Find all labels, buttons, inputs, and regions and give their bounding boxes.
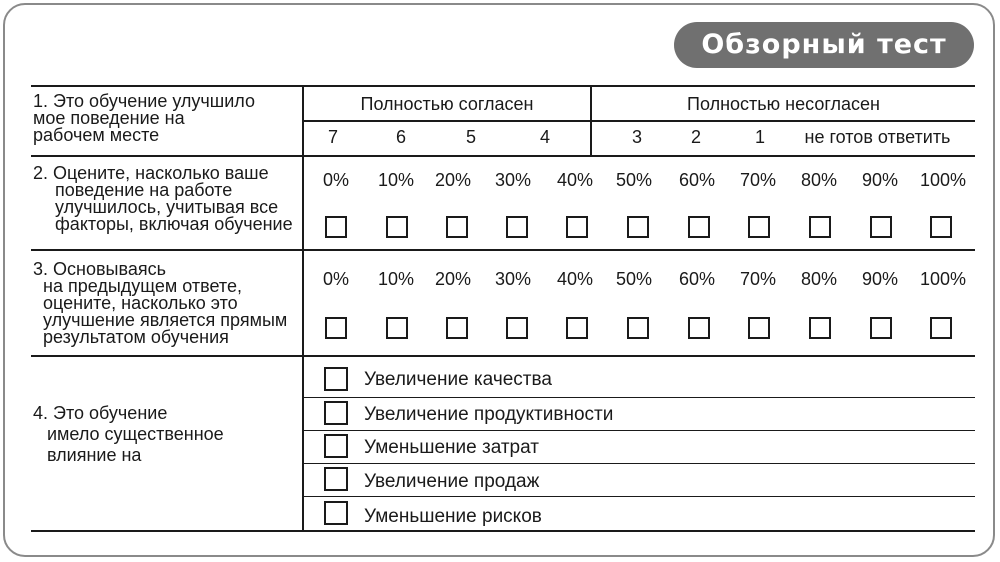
q3-checkbox-10[interactable]	[386, 317, 408, 339]
column-divider	[302, 85, 304, 532]
q3-percent-label: 80%	[800, 269, 838, 289]
scale-option-not-ready[interactable]: не готов ответить	[804, 127, 951, 147]
q2-checkbox-90[interactable]	[870, 216, 892, 238]
q3-percent-label: 50%	[615, 269, 653, 289]
q2-percent-label: 90%	[861, 170, 899, 190]
q2-percent-label: 100%	[919, 170, 967, 190]
option-divider-2	[303, 430, 975, 431]
table-bottom-border	[31, 530, 975, 532]
q3-checkbox-40[interactable]	[566, 317, 588, 339]
q3-percent-label: 90%	[861, 269, 899, 289]
q2-percent-label: 50%	[615, 170, 653, 190]
q2-checkbox-40[interactable]	[566, 216, 588, 238]
option-divider-1	[303, 397, 975, 398]
option-sales-checkbox[interactable]	[324, 467, 348, 491]
option-risks-label: Уменьшение рисков	[364, 506, 542, 527]
q2-checkbox-50[interactable]	[627, 216, 649, 238]
row-divider-1	[31, 155, 975, 157]
q4-question: 4. Это обучение имело существенное влияние на	[33, 403, 224, 465]
q2-percent-label: 0%	[322, 170, 349, 190]
q3-checkbox-30[interactable]	[506, 317, 528, 339]
option-costs-checkbox[interactable]	[324, 434, 348, 458]
q3-checkbox-80[interactable]	[809, 317, 831, 339]
option-costs-label: Уменьшение затрат	[364, 437, 539, 458]
q3-percent-label: 10%	[377, 269, 415, 289]
q3-percent-label: 60%	[678, 269, 716, 289]
q3-checkbox-100[interactable]	[930, 317, 952, 339]
scale-option-1[interactable]: 1	[754, 127, 765, 147]
q3-percent-label: 0%	[322, 269, 349, 289]
q2-checkbox-30[interactable]	[506, 216, 528, 238]
option-productivity-checkbox[interactable]	[324, 401, 348, 425]
q3-checkbox-50[interactable]	[627, 317, 649, 339]
q3-checkbox-70[interactable]	[748, 317, 770, 339]
scale-option-7[interactable]: 7	[327, 127, 338, 147]
q2-checkbox-20[interactable]	[446, 216, 468, 238]
scale-option-5[interactable]: 5	[465, 127, 476, 147]
option-divider-3	[303, 463, 975, 464]
q3-percent-label: 20%	[434, 269, 472, 289]
option-risks-checkbox[interactable]	[324, 501, 348, 525]
q3-percent-label: 30%	[494, 269, 532, 289]
q2-percent-label: 30%	[494, 170, 532, 190]
option-productivity-label: Увеличение продуктивности	[364, 404, 614, 425]
q3-checkbox-60[interactable]	[688, 317, 710, 339]
q2-checkbox-70[interactable]	[748, 216, 770, 238]
q2-checkbox-100[interactable]	[930, 216, 952, 238]
table-top-border	[31, 85, 975, 87]
agree-label: Полностью согласен	[360, 94, 534, 114]
q2-question: 2. Оцените, насколько ваше поведение на работе улучшилось, учитывая все факторы, включая обучение	[33, 163, 293, 234]
row-divider-3	[31, 355, 975, 357]
q3-question: 3. Основываясь на предыдущем ответе, оцените, насколько это улучшение является прямым результатом обучения	[33, 259, 288, 347]
disagree-label: Полностью несогласен	[687, 94, 880, 114]
q3-checkbox-20[interactable]	[446, 317, 468, 339]
q1-question: 1. Это обучение улучшило мое поведение на рабочем месте	[33, 91, 256, 145]
page-title: Обзорный тест	[674, 22, 974, 68]
q3-percent-label: 40%	[556, 269, 594, 289]
scale-option-3[interactable]: 3	[631, 127, 642, 147]
option-quality-label: Увеличение качества	[364, 369, 552, 390]
q2-percent-label: 80%	[800, 170, 838, 190]
scale-option-4[interactable]: 4	[539, 127, 550, 147]
q2-percent-label: 20%	[434, 170, 472, 190]
scale-option-2[interactable]: 2	[690, 127, 701, 147]
q2-percent-label: 40%	[556, 170, 594, 190]
q2-percent-label: 60%	[678, 170, 716, 190]
q2-percent-label: 10%	[377, 170, 415, 190]
option-quality-checkbox[interactable]	[324, 367, 348, 391]
q1-header-divider	[303, 120, 975, 122]
row-divider-2	[31, 249, 975, 251]
q2-checkbox-60[interactable]	[688, 216, 710, 238]
q3-percent-label: 100%	[919, 269, 967, 289]
scale-option-6[interactable]: 6	[395, 127, 406, 147]
q3-percent-label: 70%	[739, 269, 777, 289]
q2-checkbox-80[interactable]	[809, 216, 831, 238]
q3-checkbox-0[interactable]	[325, 317, 347, 339]
option-divider-4	[303, 496, 975, 497]
q2-checkbox-0[interactable]	[325, 216, 347, 238]
q2-percent-label: 70%	[739, 170, 777, 190]
option-sales-label: Увеличение продаж	[364, 471, 540, 492]
q3-checkbox-90[interactable]	[870, 317, 892, 339]
q2-checkbox-10[interactable]	[386, 216, 408, 238]
